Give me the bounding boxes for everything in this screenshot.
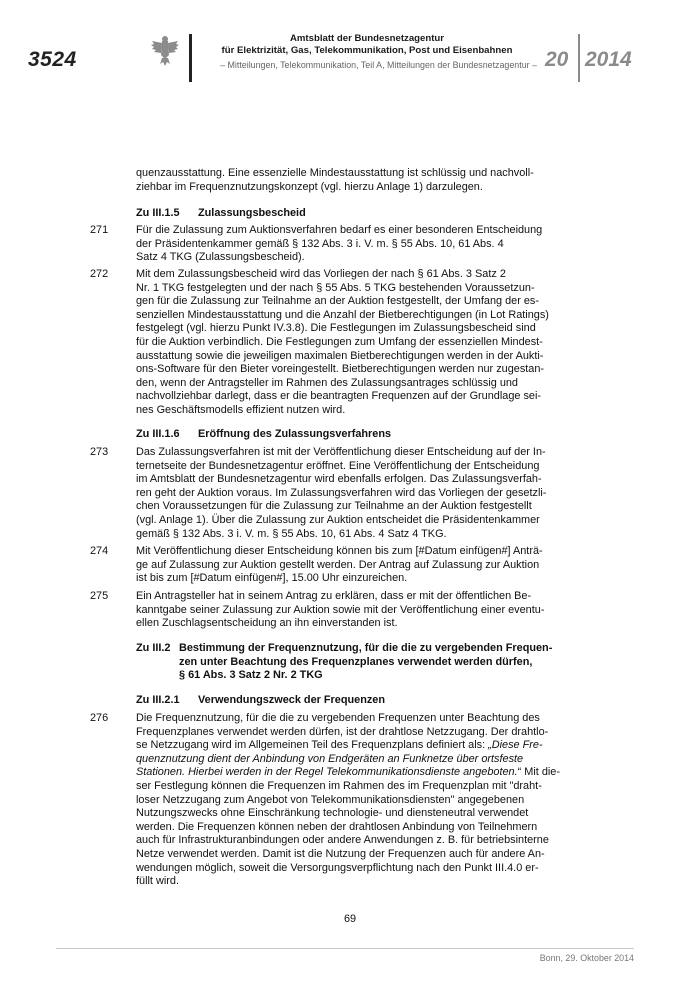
paragraph-number: 275	[90, 590, 109, 602]
federal-eagle-icon	[150, 33, 180, 67]
text-line: ziehbar im Frequenznutzungskonzept (vgl. hierzu Anlage 1) darzulegen.	[136, 180, 483, 193]
section-title: Verwendungszweck der Frequenzen	[198, 694, 386, 706]
paragraph-273	[136, 446, 556, 541]
text-line: senziellen Mindestausstattung und die Anzahl der Bietberechtigungen (in Lot Ratings)	[136, 308, 549, 321]
text-line: ren geht der Auktion voraus. Im Zulassungsverfahren wird das Vorliegen der gesetzli-	[136, 486, 547, 499]
section-number: Zu III.2.1	[136, 694, 180, 706]
publication-subtitle: – Mitteilungen, Telekommunikation, Teil A, Mitteilungen der Bundesnetzagentur –	[220, 60, 537, 70]
text-line: ser Festlegung können die Frequenzen im Rahmen des im Frequenzplan mit "draht-	[136, 779, 542, 792]
section-number: Zu III.1.6	[136, 428, 180, 440]
text-line: Die Frequenznutzung, für die die zu vergebenden Frequenzen unter Beachtung des	[136, 712, 540, 724]
paragraph-number: 273	[90, 446, 109, 458]
heading-line: Bestimmung der Frequenznutzung, für die die zu vergebenden Frequen-	[179, 642, 553, 654]
text-line: nachvollziehbar darlegt, dass er die beantragten Frequenzen auf der Grundlage sei-	[136, 390, 542, 403]
footer-divider	[56, 948, 634, 949]
text-line: Das Zulassungsverfahren ist mit der Veröffentlichung dieser Entscheidung auf der In-	[136, 446, 546, 458]
header-divider	[189, 34, 192, 82]
text-line	[136, 766, 560, 780]
text-line: werden. Die Frequenzen können neben der drahtlosen Anbindung von Teilnehmern	[136, 820, 538, 833]
text-line: der Präsidentenkammer gemäß § 132 Abs. 3 i. V. m. § 55 Abs. 10, 61 Abs. 4	[136, 237, 504, 250]
section-title: Eröffnung des Zulassungsverfahrens	[198, 428, 392, 440]
text-line: gemäß § 132 Abs. 3 i. V. m. § 55 Abs. 10, 61 Abs. 4 Satz 4 TKG.	[136, 527, 447, 540]
issue-number: 20	[545, 48, 569, 71]
text-line: Mit Veröffentlichung dieser Entscheidung können bis zum [#Datum einfügen#] Anträ-	[136, 545, 543, 557]
text-line: Netze verwendet werden. Damit ist die Nutzung der Frequenzen auch für andere An-	[136, 847, 545, 860]
heading-line: zen unter Beachtung des Frequenzplanes verwendet werden dürfen,	[179, 655, 533, 668]
text-line: Satz 4 TKG (Zulassungsbescheid).	[136, 251, 305, 264]
page-number: 3524	[28, 48, 77, 71]
issue-year: 2014	[585, 48, 632, 71]
issue-divider	[578, 34, 580, 82]
text-line: wendungen möglich, soweit die Versorgungsverpflichtung nach den Punkt III.4.0 er-	[136, 861, 539, 874]
text-line: kanntgabe seiner Zulassung zur Auktion sowie mit der Veröffentlichung einer eventu-	[136, 603, 545, 616]
paragraph-number: 276	[90, 712, 109, 724]
text-line	[136, 739, 556, 753]
text-line: Nr. 1 TKG festgelegten und der nach § 55 Abs. 5 TKG bestehenden Voraussetzun-	[136, 281, 535, 294]
text-line: Frequenzplanes verwendet werden dürfen, ist der drahtlose Netzzugang. Der drahtlo-	[136, 725, 549, 738]
publication-title	[196, 33, 538, 56]
text-line: Mit dem Zulassungsbescheid wird das Vorliegen der nach § 61 Abs. 3 Satz 2	[136, 268, 506, 280]
text-line: nes Geschäftsmodells effizient nutzen wird.	[136, 403, 346, 416]
paragraph-275	[136, 590, 556, 631]
section-title	[179, 642, 599, 683]
quote-text: quenznutzung dient der Anbindung von Endgeräten an Funknetze über ortsfeste	[136, 752, 524, 765]
text-line: füllt wird.	[136, 875, 179, 888]
text-line: ausstattung sowie die jeweiligen maximalen Bietberechtigungen werden in der Aukti-	[136, 349, 544, 362]
text-line: Ein Antragsteller hat in seinem Antrag zu erklären, dass er mit der öffentlichen Be-	[136, 590, 532, 602]
intro-paragraph	[136, 167, 556, 194]
paragraph-number: 274	[90, 545, 109, 557]
quote-text: „Diese Fre-	[488, 739, 543, 752]
footer-date: Bonn, 29. Oktober 2014	[539, 953, 634, 963]
text-line: ellen Zuschlagsentscheidung an ihn einverstanden ist.	[136, 617, 398, 630]
paragraph-272	[136, 268, 556, 418]
section-heading-iii-1-5	[136, 207, 306, 221]
text-line: ist bis zum [#Datum einfügen#], 15.00 Uhr einzureichen.	[136, 572, 408, 585]
footer-page-number: 69	[343, 913, 357, 925]
text-line: ge auf Zulassung zur Auktion gestellt werden. Der Antrag auf Zulassung zur Auktion	[136, 558, 540, 571]
text-line: (vgl. Anlage 1). Über die Zulassung zur Auktion entscheidet die Präsidentenkammer	[136, 513, 540, 526]
section-heading-iii-1-6	[136, 428, 391, 442]
text-line: Nutzungszwecks ohne Einschränkung technologie- und diensteneutral verwendet	[136, 807, 529, 820]
text-line: ternetseite der Bundesnetzagentur eröffnet. Eine Veröffentlichung der Entscheidung	[136, 459, 540, 472]
paragraph-number: 272	[90, 268, 109, 280]
paragraph-271	[136, 224, 556, 265]
section-heading-iii-2-1	[136, 694, 385, 708]
text-run: “ Mit die-	[517, 766, 560, 779]
publication-title-line2: für Elektrizität, Gas, Telekommunikation, Post und Eisenbahnen	[221, 44, 513, 56]
text-line: für die Auktion verbindlich. Die Festlegungen zum Umfang der essenziellen Mindest-	[136, 335, 543, 348]
text-line: auch für Infrastrukturanbindungen oder andere Anwendungen z. B. für betriebsinterne	[136, 834, 549, 847]
text-line: Für die Zulassung zum Auktionsverfahren bedarf es einer besonderen Entscheidung	[136, 224, 543, 236]
paragraph-276	[136, 712, 560, 889]
paragraph-274	[136, 545, 556, 586]
section-title: Zulassungsbescheid	[198, 207, 306, 219]
quote-text: Stationen. Hierbei werden in der Regel Telekommunikationsdienste angeboten.	[136, 766, 518, 779]
publication-title-line1: Amtsblatt der Bundesnetzagentur	[289, 33, 445, 44]
text-line: den, wenn der Antragsteller im Rahmen des Zulassungsantrages schlüssig und	[136, 376, 518, 389]
text-line: loser Netzzugang zum Angebot von Telekommunikationsdiensten" angegebenen	[136, 793, 525, 806]
heading-line: § 61 Abs. 3 Satz 2 Nr. 2 TKG	[179, 669, 323, 682]
text-line: ons-Software für den Bieter voreingestellt. Bietberechtigungen werden nur zugestan-	[136, 363, 545, 376]
section-number: Zu III.1.5	[136, 207, 180, 219]
text-line: quenzausstattung. Eine essenzielle Mindestausstattung ist schlüssig und nachvoll-	[136, 167, 534, 179]
text-run: se Netzzugang wird im Allgemeinen Teil des Frequenzplans definiert als:	[136, 739, 489, 752]
text-line: im Amtsblatt der Bundesnetzagentur wird ebenfalls erfolgen. Das Zulassungsverfah-	[136, 473, 542, 486]
text-line: festgelegt (vgl. hierzu Punkt IV.3.8). Die Festlegungen im Zulassungsbescheid sind	[136, 322, 536, 335]
text-line: gen für die Zulassung zur Teilnahme an der Auktion festgestellt, der Umfang der es-	[136, 295, 539, 308]
section-number: Zu III.2	[136, 642, 171, 654]
paragraph-number: 271	[90, 224, 109, 236]
text-line	[136, 753, 556, 767]
text-line: chen Voraussetzungen für die Zulassung zur Teilnahme an der Auktion festgestellt	[136, 500, 532, 513]
